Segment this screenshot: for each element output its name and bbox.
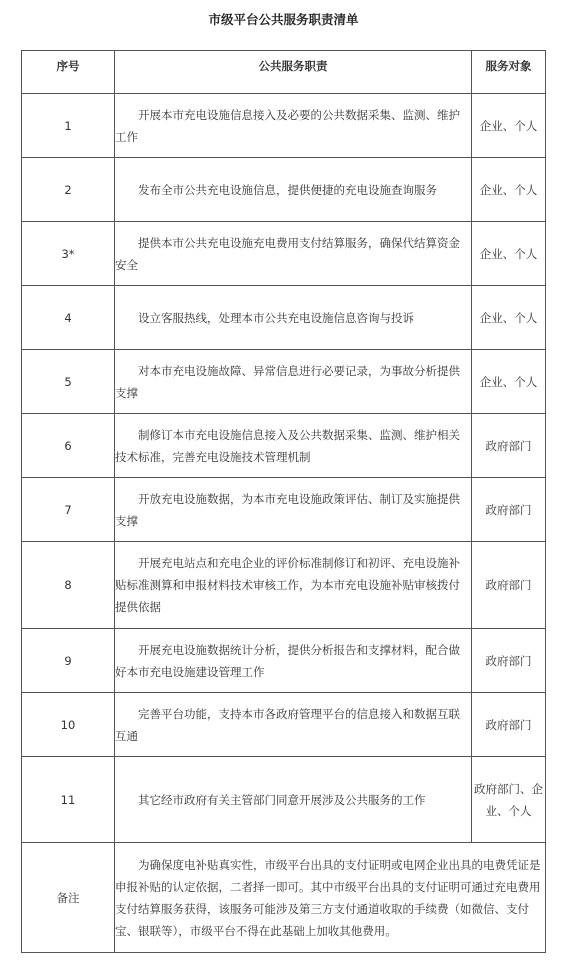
row-target: 政府部门: [472, 414, 546, 478]
row-duty: 其它经市政府有关主管部门同意开展涉及公共服务的工作: [115, 757, 472, 843]
row-target: 企业、个人: [472, 222, 546, 286]
row-duty: 制修订本市充电设施信息接入及公共数据采集、监测、维护相关技术标准，完善充电设施技术管理机制: [115, 414, 472, 478]
table-row: [22, 94, 546, 158]
row-serial-no: 5: [22, 350, 115, 414]
row-serial-no: 2: [22, 158, 115, 222]
row-target: 企业、个人: [472, 286, 546, 350]
row-serial-no: 7: [22, 478, 115, 542]
row-serial-no: 8: [22, 542, 115, 629]
row-duty: 开放充电设施数据，为本市充电设施政策评估、制订及实施提供支撑: [115, 478, 472, 542]
row-serial-no: 11: [22, 757, 115, 843]
row-duty: 对本市充电设施故障、异常信息进行必要记录，为事故分析提供支撑: [115, 350, 472, 414]
row-target: 政府部门: [472, 629, 546, 693]
row-serial-no: 9: [22, 629, 115, 693]
row-duty: 开展本市充电设施信息接入及必要的公共数据采集、监测、维护工作: [115, 94, 472, 158]
header-serial-no: 序号: [22, 51, 115, 94]
row-target: 政府部门: [472, 478, 546, 542]
duty-table: [21, 50, 546, 953]
row-serial-no: 3*: [22, 222, 115, 286]
row-serial-no: 4: [22, 286, 115, 350]
row-target: 政府部门: [472, 542, 546, 629]
table-row: [22, 542, 546, 629]
row-duty: 完善平台功能，支持本市各政府管理平台的信息接入和数据互联互通: [115, 693, 472, 757]
row-duty: 发布全市公共充电设施信息，提供便捷的充电设施查询服务: [115, 158, 472, 222]
row-duty: 开展充电设施数据统计分析，提供分析报告和支撑材料，配合做好本市充电设施建设管理工作: [115, 629, 472, 693]
header-duty: 公共服务职责: [115, 51, 472, 94]
table-header-row: [22, 51, 546, 94]
table-row: [22, 414, 546, 478]
header-target: 服务对象: [472, 51, 546, 94]
row-target: 政府部门、企业、个人: [472, 757, 546, 843]
row-target: 企业、个人: [472, 94, 546, 158]
table-row: [22, 693, 546, 757]
table-row: [22, 286, 546, 350]
note-label: 备注: [22, 843, 115, 953]
table-row: [22, 478, 546, 542]
row-duty: 开展充电站点和充电企业的评价标准制修订和初评、充电设施补贴标准测算和申报材料技术审核工作，为本市充电设施补贴审核拨付提供依据: [115, 542, 472, 629]
table-row: [22, 350, 546, 414]
row-serial-no: 10: [22, 693, 115, 757]
table-row: [22, 629, 546, 693]
row-duty: 提供本市公共充电设施充电费用支付结算服务，确保代结算资金安全: [115, 222, 472, 286]
row-serial-no: 1: [22, 94, 115, 158]
row-duty: 设立客服热线，处理本市公共充电设施信息咨询与投诉: [115, 286, 472, 350]
row-target: 政府部门: [472, 693, 546, 757]
row-serial-no: 6: [22, 414, 115, 478]
note-text: 为确保度电补贴真实性，市级平台出具的支付证明或电网企业出具的电费凭证是申报补贴的认定依据，二者择一即可。其中市级平台出具的支付证明可通过充电费用支付结算服务获得，该服务可能涉及第三方支付通道收取的手续费（如微信、支付宝、银联等），市级平台不得在此基础上加收其他费用。: [115, 843, 546, 953]
note-row: [22, 843, 546, 953]
row-target: 企业、个人: [472, 158, 546, 222]
table-row: [22, 158, 546, 222]
page-title: 市级平台公共服务职责清单: [208, 12, 359, 27]
table-row: [22, 757, 546, 843]
row-target: 企业、个人: [472, 350, 546, 414]
table-row: [22, 222, 546, 286]
